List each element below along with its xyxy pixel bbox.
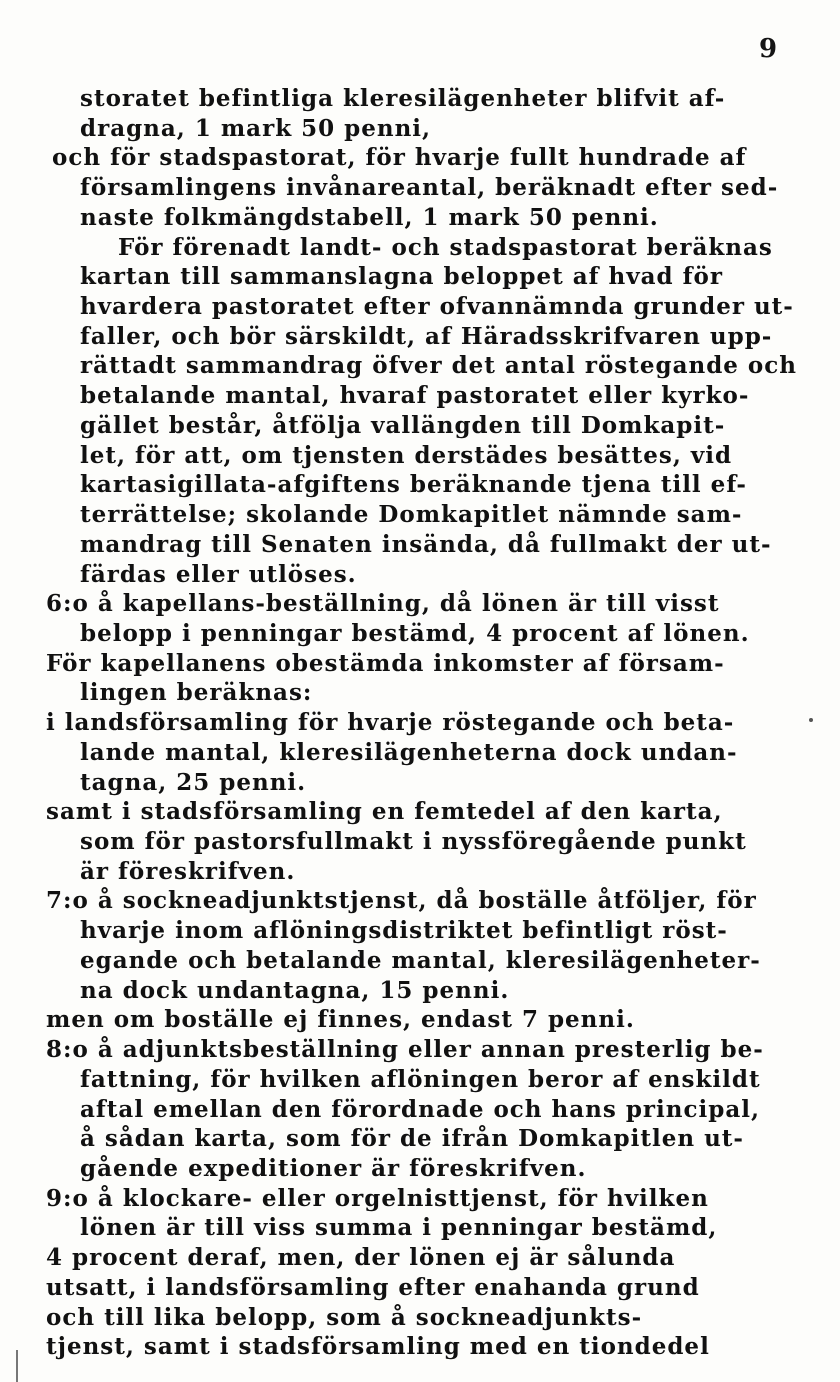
text-line: tjenst, samt i stadsförsamling med en tiondedel	[46, 1333, 710, 1360]
text-line: hvardera pastoratet efter ofvannämnda grunder ut-	[80, 293, 794, 320]
text-line: är föreskrifven.	[80, 858, 296, 885]
scan-speck	[809, 718, 813, 722]
text-line: För kapellanens obestämda inkomster af försam-	[46, 650, 725, 677]
text-line: rättadt sammandrag öfver det antal röstegande och	[80, 352, 797, 379]
text-line: naste folkmängdstabell, 1 mark 50 penni.	[80, 204, 659, 231]
text-line: faller, och bör särskildt, af Häradsskrifvaren upp-	[80, 323, 773, 350]
text-line: 4 procent deraf, men, der lönen ej är sålunda	[46, 1244, 676, 1271]
text-line: och för stadspastorat, för hvarje fullt hundrade af	[52, 144, 747, 171]
text-line: storatet befintliga kleresilägenheter blifvit af-	[80, 85, 726, 112]
text-line: i landsförsamling för hvarje röstegande och beta-	[46, 709, 735, 736]
text-line: aftal emellan den förordnade och hans principal,	[80, 1096, 760, 1123]
text-line: För förenadt landt- och stadspastorat beräknas	[118, 234, 773, 261]
text-line: 7:o å sockneadjunktstjenst, då boställe åtföljer, för	[46, 887, 757, 914]
text-line: kartasigillata-afgiftens beräknande tjena till ef-	[80, 471, 747, 498]
text-line: som för pastorsfullmakt i nyssföregående punkt	[80, 828, 747, 855]
text-line: men om boställe ej finnes, endast 7 penni.	[46, 1006, 635, 1033]
text-line: 6:o å kapellans-beställning, då lönen är till visst	[46, 590, 720, 617]
text-line: belopp i penningar bestämd, 4 procent af lönen.	[80, 620, 750, 647]
text-line: dragna, 1 mark 50 penni,	[80, 115, 432, 142]
page-number: 9	[759, 34, 778, 64]
text-line: lande mantal, kleresilägenheterna dock undan-	[80, 739, 738, 766]
text-line: församlingens invånareantal, beräknadt efter sed-	[80, 174, 779, 201]
text-line: gället består, åtfölja vallängden till Domkapit-	[80, 412, 726, 439]
text-line: egande och betalande mantal, kleresilägenheter-	[80, 947, 761, 974]
text-line: färdas eller utlöses.	[80, 561, 357, 588]
text-line: terrättelse; skolande Domkapitlet nämnde sam-	[80, 501, 743, 528]
text-line: lingen beräknas:	[80, 679, 313, 706]
text-line: fattning, för hvilken aflöningen beror af enskildt	[80, 1066, 761, 1093]
text-line: 9:o å klockare- eller orgelnisttjenst, för hvilken	[46, 1185, 709, 1212]
text-line: 8:o å adjunktsbeställning eller annan presterlig be-	[46, 1036, 764, 1063]
text-line: å sådan karta, som för de ifrån Domkapitlen ut-	[80, 1125, 744, 1152]
text-line: hvarje inom aflöningsdistriktet befintligt röst-	[80, 917, 728, 944]
text-line: kartan till sammanslagna beloppet af hvad för	[80, 263, 723, 290]
scan-edge-mark	[16, 1350, 18, 1382]
text-line: utsatt, i landsförsamling efter enahanda grund	[46, 1274, 700, 1301]
text-line: samt i stadsförsamling en femtedel af den karta,	[46, 798, 723, 825]
text-line: tagna, 25 penni.	[80, 769, 307, 796]
text-line: lönen är till viss summa i penningar bestämd,	[80, 1214, 718, 1241]
text-line: och till lika belopp, som å sockneadjunkts-	[46, 1304, 643, 1331]
text-line: na dock undantagna, 15 penni.	[80, 977, 510, 1004]
text-line: betalande mantal, hvaraf pastoratet eller kyrko-	[80, 382, 750, 409]
text-line: gående expeditioner är föreskrifven.	[80, 1155, 587, 1182]
text-line: let, för att, om tjensten derstädes besättes, vid	[80, 442, 733, 469]
text-line: mandrag till Senaten insända, då fullmakt der ut-	[80, 531, 772, 558]
